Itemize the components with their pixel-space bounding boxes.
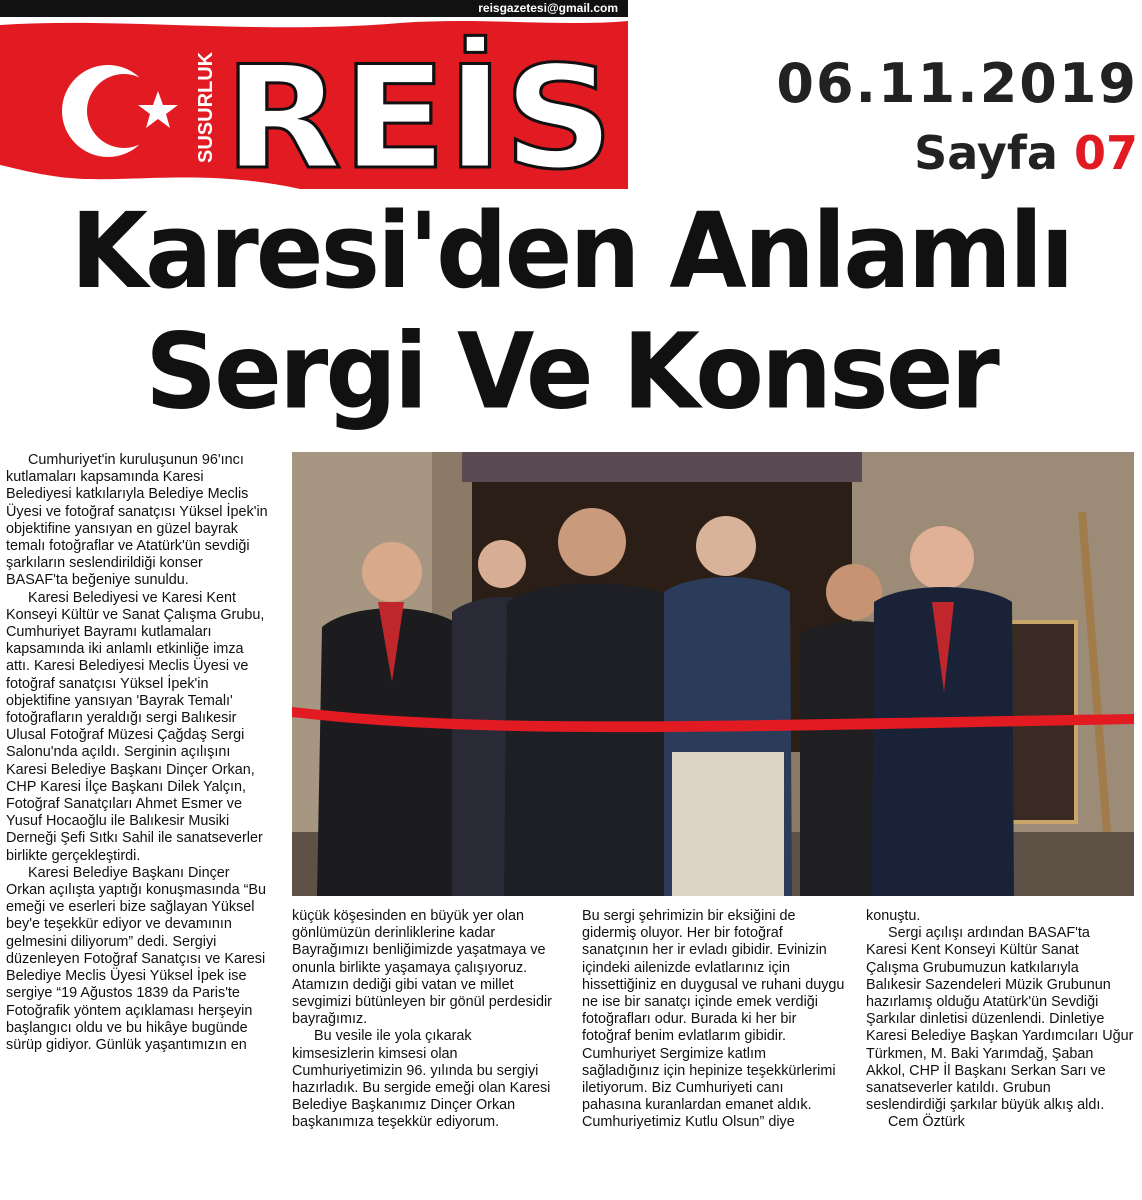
page-word: Sayfa — [914, 126, 1058, 180]
paragraph: konuştu. — [866, 908, 921, 924]
flag-logo — [0, 17, 628, 189]
headline-line-1: Karesi'den Anlamlı — [70, 190, 1072, 312]
brand-big-text: REİS — [224, 36, 586, 189]
email-text: reisgazetesi@gmail.com — [478, 1, 618, 15]
article-column-2 — [292, 908, 556, 1132]
paragraph: Cumhuriyet'in kuruluşunun 96'ıncı kutlamaları kapsamında Karesi Belediyesi katkılarıyla Belediye Meclis Üyesi ve fotoğraf sanatçısı Yüksel İpek'in objektifine yansıyan en güzel bayrak temalı fotoğraflar ve Atatürk'ün sevdiği şarkıların seslendirildiği konser BASAF'ta beğeniye sunuldu. — [6, 452, 268, 589]
paragraph: Bu sergi şehrimizin bir eksiğini de gidermiş oluyor. Her bir fotoğraf sanatçının her ir evladı gibidir. Evinizin içindeki ailenizde evlatlarınız için hissettiğiniz en duygusal ve ruhani duygu ne ise bir sanatçı içinde emek verdiği fotoğrafları odur. Burada ki her bir fotoğraf benim evlatlarım gibidir. Cumhuriyet Sergimize katlım sağladığınız için hepinize teşekkürlerimi iletiyorum. Biz Cumhuriyeti canı pahasına kuranlardan emanet aldık. Cumhuriyetimiz Kutlu Olsun” diye — [582, 908, 845, 1131]
page-label — [914, 126, 1138, 180]
email-bar — [0, 0, 628, 17]
paragraph: Karesi Belediye Başkanı Dinçer Orkan açılışta yaptığı konuşmasında “Bu emeği ve eserleri bize sağlayan Yüksel bey'e teşekkür ediyor ve devamının gelmesini diliyorum” dedi. Sergiyi düzenleyen Fotoğraf Sanatçısı ve Karesi Belediye Meclis Üyesi Yüksel İpek ise sergiye “19 Ağustos 1839 da Paris'te Fotoğrafik yöntem açıklaması herşeyin başlangıcı oldu ve bu hikâye bugünde sürüp gidiyor. Günlük yaşantımızın en — [6, 864, 266, 1053]
masthead-logo — [0, 17, 628, 189]
article-column-4 — [866, 908, 1134, 1132]
headline — [0, 191, 1142, 432]
paragraph: Karesi Belediyesi ve Karesi Kent Konseyi Kültür ve Sanat Çalışma Grubu, Cumhuriyet Bayramı kutlamaları kapsamında iki anlamlı etkinliğe imza attı. Karesi Belediyesi Meclis Üyesi ve fotoğraf sanatçısı Yüksel İpek'in objektifine yansıyan 'Bayrak Temalı' fotoğrafların yeraldığı sergi Balıkesir Ulusal Fotoğraf Müzesi Çağdaş Sergi Salonu'nda açıldı. Serginin açılışını Karesi Belediye Başkanı Dinçer Orkan, CHP Karesi İlçe Başkanı Dilek Yalçın, Fotoğraf Sanatçıları Ahmet Esmer ve Yusuf Hocaoğlu ile Balıkesir Musiki Derneği Şefi Sıtkı Sahil ile sanatseverler birlikte gerçekleştirdi. — [6, 589, 265, 864]
ribbon-cutting-photo — [292, 452, 1134, 896]
page-number: 07 — [1073, 126, 1138, 180]
article-column-1 — [6, 452, 268, 1054]
author-byline: Cem Öztürk — [888, 1114, 965, 1131]
brand-small-text: SUSURLUK — [195, 51, 217, 163]
paragraph: Sergi açılışı ardından BASAF'ta Karesi Kent Konseyi Kültür Sanat Çalışma Grubumuzun katkılarıyla Balıkesir Sazendeleri Müzik Grubunun hazırlamış olduğu Atatürk'ün Sevdiği Şarkılar dinletisi düzenlendi. Dinletiye Karesi Belediye Başkan Yardımcıları Uğur Türkmen, M. Baki Yarımdağ, Şaban Akkol, CHP İl Başkanı Serkan Sarı ve sanatseverler katıldı. Grubun seslendirdiği şarkılar büyük alkış aldı. — [866, 925, 1134, 1114]
paragraph: küçük köşesinden en büyük yer olan gönlümüzün derinliklerine kadar Bayrağımızı benliğimizde yaşatmaya ve onunla birlikte yaşamaya çalışıyoruz. Atamızın dediği gibi vatan ve millet sevgimizi bütünleyen bir gönül perdesidir bayrağımız. — [292, 908, 552, 1028]
issue-date: 06.11.2019 — [776, 52, 1138, 115]
news-photo — [292, 452, 1134, 896]
headline-line-2: Sergi Ve Konser — [145, 310, 997, 433]
article-column-3 — [582, 908, 846, 1132]
paragraph: Bu vesile ile yola çıkarak kimsesizlerin kimsesi olan Cumhuriyetimizin 96. yılında bu sergiyi hazırladık. Bu sergide emeği olan Karesi Belediye Başkanımız Dinçer Orkan başkanımıza teşekkür ediyorum. — [292, 1028, 551, 1131]
